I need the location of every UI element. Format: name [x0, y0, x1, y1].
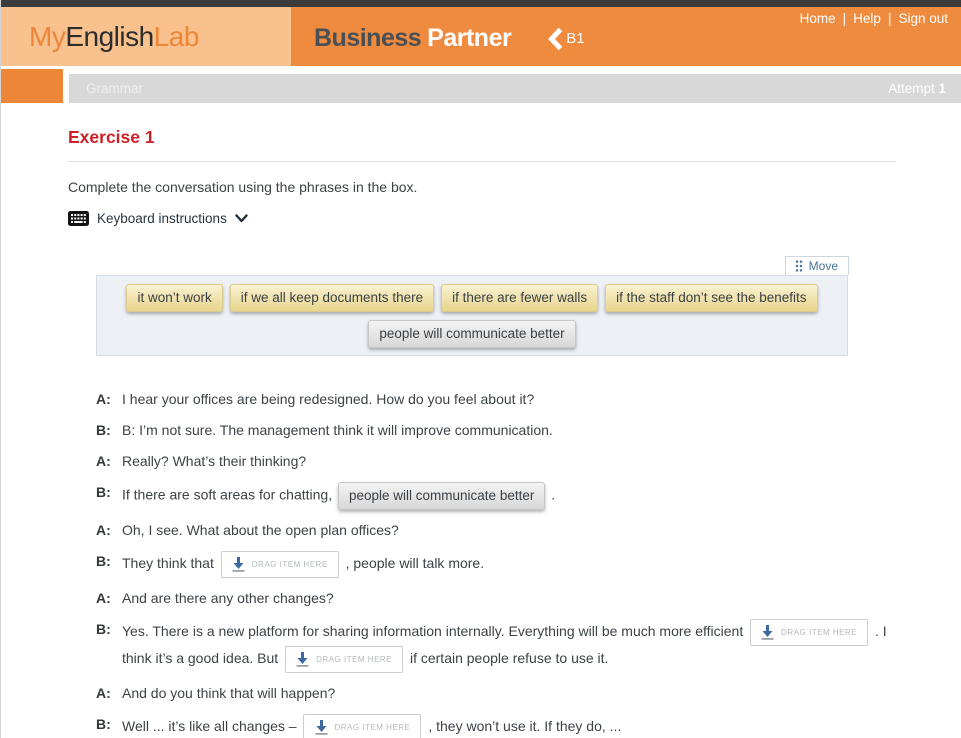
- drop-zone[interactable]: [750, 619, 868, 646]
- dialogue-line: [96, 714, 896, 738]
- dialogue-content: [122, 683, 896, 704]
- dialogue-text: B: I’m not sure. The management think it will improve communication.: [122, 422, 553, 438]
- speaker-label: B:: [96, 484, 111, 500]
- drop-zone[interactable]: [303, 714, 421, 738]
- window-top-strip: [1, 0, 961, 7]
- dialogue-content: [122, 389, 896, 410]
- dialogue-content: [122, 619, 896, 673]
- dialogue-text: if certain people refuse to use it.: [409, 650, 609, 667]
- drop-zone-label: DRAG ITEM HERE: [251, 560, 328, 569]
- move-handle[interactable]: [785, 256, 849, 275]
- dialogue-line: [96, 551, 896, 578]
- drop-zone-label: DRAG ITEM HERE: [781, 628, 858, 637]
- business-partner-brand: [314, 24, 585, 53]
- level-label: B1: [566, 30, 585, 47]
- dialogue-line: [96, 451, 896, 472]
- section-bar: [1, 69, 961, 103]
- keyboard-icon: [68, 211, 89, 226]
- logo-part-my: My: [29, 20, 66, 52]
- attempt-label: Attempt: [888, 81, 935, 96]
- dialogue-content: [122, 420, 896, 441]
- drag-dots-icon: [795, 260, 803, 272]
- exercise-instructions: Complete the conversation using the phrases in the box.: [68, 179, 418, 195]
- dialogue-line: [96, 520, 896, 541]
- topbar-links: [800, 11, 948, 26]
- topbar-link-sign-out[interactable]: Sign out: [898, 11, 948, 26]
- phrase-bank-wrapper: [96, 259, 848, 356]
- speaker-label: B:: [96, 553, 111, 569]
- phrase-chip[interactable]: people will communicate better: [368, 320, 575, 348]
- dialogue-content: [122, 451, 896, 472]
- dialogue-text: .: [551, 486, 556, 503]
- myenglishlab-logo[interactable]: [1, 7, 291, 66]
- phrase-chip[interactable]: if the staff don’t see the benefits: [605, 284, 817, 312]
- link-separator: |: [887, 11, 892, 26]
- drop-zone-label: DRAG ITEM HERE: [334, 723, 411, 732]
- dialogue-text: Yes. There is a new platform for sharing information internally. Everything will be much more efficient: [122, 623, 744, 640]
- dialogue-line: [96, 389, 896, 410]
- speaker-label: B:: [96, 621, 111, 637]
- phrase-chip[interactable]: if there are fewer walls: [441, 284, 598, 312]
- header-brand-area: [291, 7, 961, 66]
- speaker-label: A:: [96, 685, 111, 701]
- speaker-label: A:: [96, 453, 111, 469]
- phrase-bank: [96, 275, 848, 356]
- link-separator: |: [842, 11, 847, 26]
- logo-part-english: English: [65, 20, 154, 52]
- drop-zone-label: DRAG ITEM HERE: [316, 655, 393, 664]
- placed-answer-chip[interactable]: people will communicate better: [338, 482, 545, 510]
- dialogue-content: [122, 551, 896, 578]
- dialogue-line: [96, 588, 896, 609]
- orange-accent-block: [1, 69, 63, 103]
- dialogue-text: And do you think that will happen?: [122, 685, 336, 701]
- level-chevron-icon: [547, 27, 564, 51]
- brand-word-business: Business: [314, 24, 422, 52]
- dialogue-text: And are there any other changes?: [122, 590, 334, 606]
- dialogue-content: [122, 520, 896, 541]
- logo-text: [29, 21, 199, 53]
- drop-zone[interactable]: [221, 551, 339, 578]
- keyboard-instructions-label: Keyboard instructions: [97, 211, 227, 226]
- drag-arrow-icon: [761, 625, 774, 640]
- exercise-content: [1, 127, 961, 738]
- dialogue-text: , they won’t use it. If they do, ...: [428, 718, 622, 735]
- drag-arrow-icon: [232, 557, 245, 572]
- conversation: [96, 389, 896, 738]
- dialogue-text: Really? What’s their thinking?: [122, 453, 307, 469]
- drop-zone[interactable]: [285, 646, 403, 673]
- chevron-down-icon: [235, 214, 248, 223]
- drag-arrow-icon: [296, 652, 309, 667]
- title-divider: [68, 161, 896, 162]
- move-label: Move: [808, 259, 838, 273]
- dialogue-content: [122, 588, 896, 609]
- dialogue-text: Well ... it’s like all changes –: [122, 718, 297, 735]
- brand-word-partner: Partner: [427, 24, 512, 52]
- dialogue-line: [96, 683, 896, 704]
- dialogue-text: They think that: [122, 555, 214, 572]
- phrase-chip[interactable]: it won’t work: [126, 284, 222, 312]
- logo-part-lab: Lab: [153, 20, 199, 52]
- dialogue-line: [96, 420, 896, 441]
- attempt-value: 1: [938, 81, 946, 96]
- dialogue-text: I hear your offices are being redesigned. How do you feel about it?: [122, 391, 535, 407]
- page-title: Exercise 1: [68, 127, 155, 147]
- speaker-label: B:: [96, 422, 111, 438]
- dialogue-content: [122, 482, 896, 510]
- speaker-label: A:: [96, 391, 111, 407]
- drag-arrow-icon: [315, 720, 328, 735]
- dialogue-line: [96, 482, 896, 510]
- dialogue-text: , people will talk more.: [345, 555, 485, 572]
- phrase-chip[interactable]: if we all keep documents there: [230, 284, 434, 312]
- dialogue-content: [122, 714, 896, 738]
- dialogue-text: If there are soft areas for chatting,: [122, 486, 333, 503]
- dialogue-text: . I think it’s a good idea. But: [122, 623, 887, 667]
- topbar-link-home[interactable]: Home: [799, 11, 836, 26]
- speaker-label: A:: [96, 590, 111, 606]
- app-header: [1, 7, 961, 66]
- breadcrumb-bar: [69, 74, 961, 103]
- level-badge: [547, 27, 584, 51]
- keyboard-instructions-toggle[interactable]: [68, 211, 248, 226]
- attempt-counter: [888, 81, 946, 96]
- dialogue-text: Oh, I see. What about the open plan offices?: [122, 522, 399, 538]
- speaker-label: A:: [96, 522, 111, 538]
- dialogue-line: [96, 619, 896, 673]
- speaker-label: B:: [96, 716, 111, 732]
- section-title: Grammar: [86, 81, 143, 96]
- topbar-link-help[interactable]: Help: [853, 11, 881, 26]
